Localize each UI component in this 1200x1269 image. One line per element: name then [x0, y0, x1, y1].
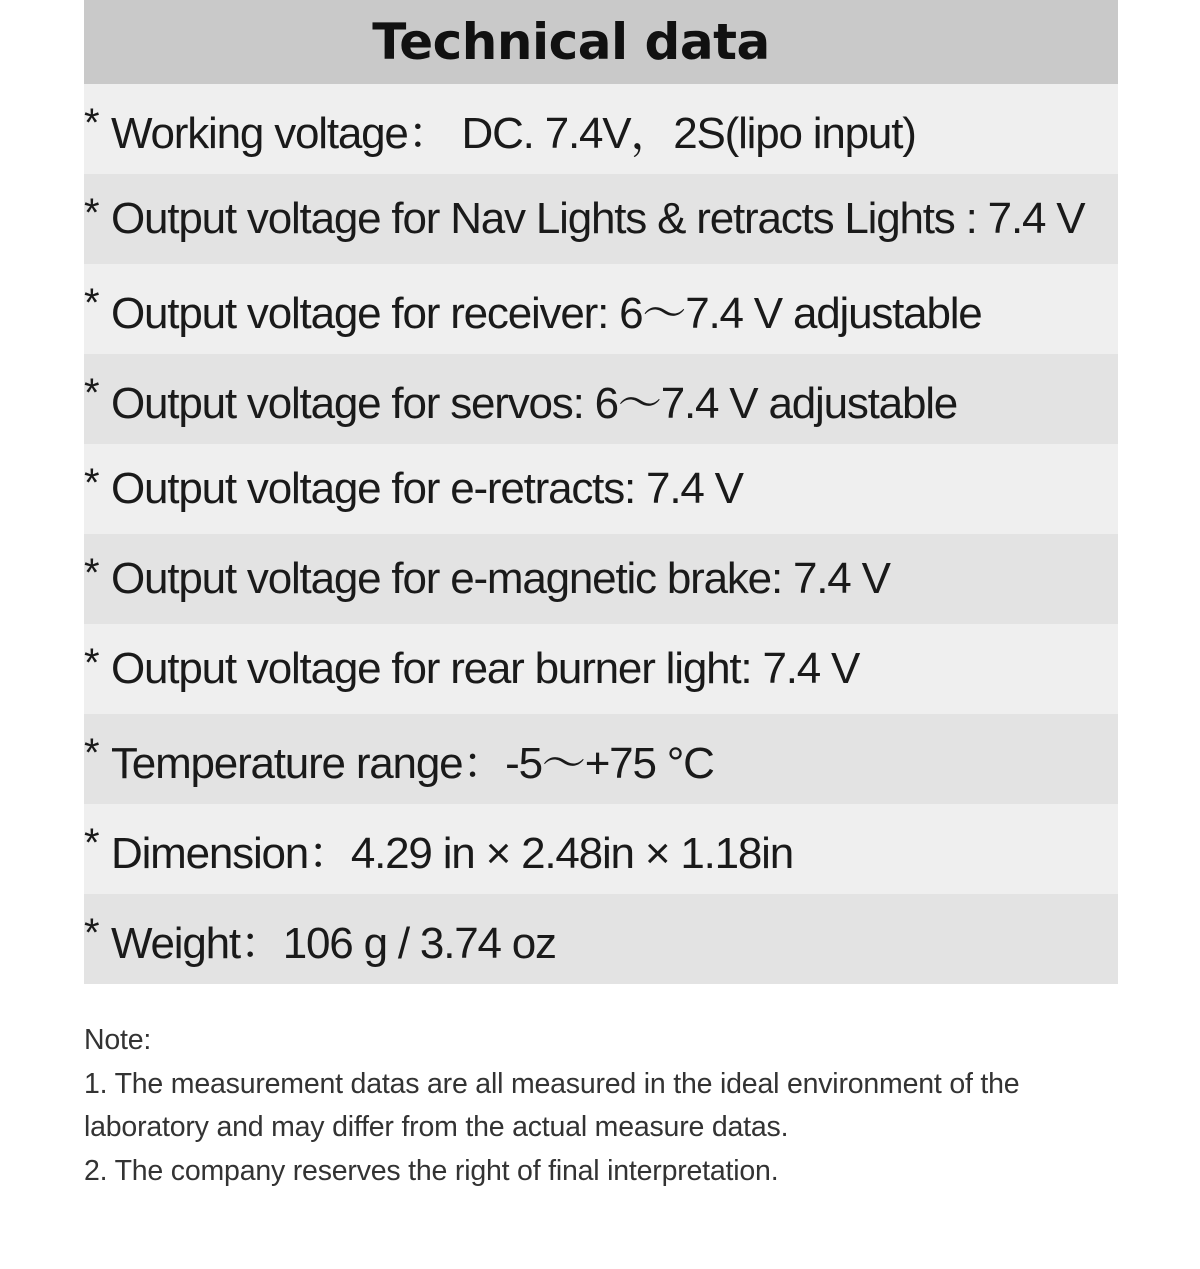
bullet-marker: * [84, 550, 100, 595]
spec-text: Output voltage for e-retracts: 7.4 V [111, 464, 743, 513]
spec-text: Output voltage for servos: 6～7.4 V adjustable [111, 379, 958, 428]
notes-section [84, 1019, 1118, 1193]
bullet-marker: * [84, 730, 100, 775]
spec-row-dimension [84, 804, 1118, 894]
spec-text: Output voltage for rear burner light: 7.4 V [111, 644, 860, 693]
spec-text: Temperature range：-5～+75 °C [111, 739, 714, 788]
spec-text: Weight：106 g / 3.74 oz [111, 919, 556, 968]
bullet-marker: * [84, 640, 100, 685]
spec-row-weight [84, 894, 1118, 984]
spec-row-magnetic-brake-voltage [84, 534, 1118, 624]
bullet-marker: * [84, 820, 100, 865]
bullet-marker: * [84, 280, 100, 325]
bullet-marker: * [84, 190, 100, 235]
spec-row-receiver-voltage [84, 264, 1118, 354]
spec-row-temperature-range [84, 714, 1118, 804]
notes-heading: Note: [84, 1024, 152, 1056]
note-line: laboratory and may differ from the actual measure datas. [84, 1111, 789, 1143]
note-line: 1. The measurement datas are all measured in the ideal environment of the [84, 1067, 1020, 1100]
spec-text: Output voltage for Nav Lights & retracts Lights : 7.4 V [111, 194, 1085, 243]
spec-row-e-retracts-voltage [84, 444, 1118, 534]
bullet-marker: * [84, 100, 100, 145]
spec-text: Working voltage： DC. 7.4V，2S(lipo input) [111, 109, 916, 158]
bullet-marker: * [84, 370, 100, 415]
spec-row-nav-lights-voltage [84, 174, 1118, 264]
spec-text: Output voltage for receiver: 6～7.4 V adjustable [111, 289, 982, 338]
table-header [84, 0, 1118, 84]
spec-row-burner-light-voltage [84, 624, 1118, 714]
spec-text: Dimension：4.29 in × 2.48in × 1.18in [111, 829, 794, 878]
spec-text: Output voltage for e-magnetic brake: 7.4 V [111, 554, 890, 603]
page-title: Technical data [372, 13, 770, 71]
spec-row-working-voltage [84, 84, 1118, 174]
spec-row-servos-voltage [84, 354, 1118, 444]
bullet-marker: * [84, 460, 100, 505]
note-line: 2. The company reserves the right of final interpretation. [84, 1154, 779, 1187]
technical-data-table [84, 0, 1118, 984]
bullet-marker: * [84, 910, 100, 955]
